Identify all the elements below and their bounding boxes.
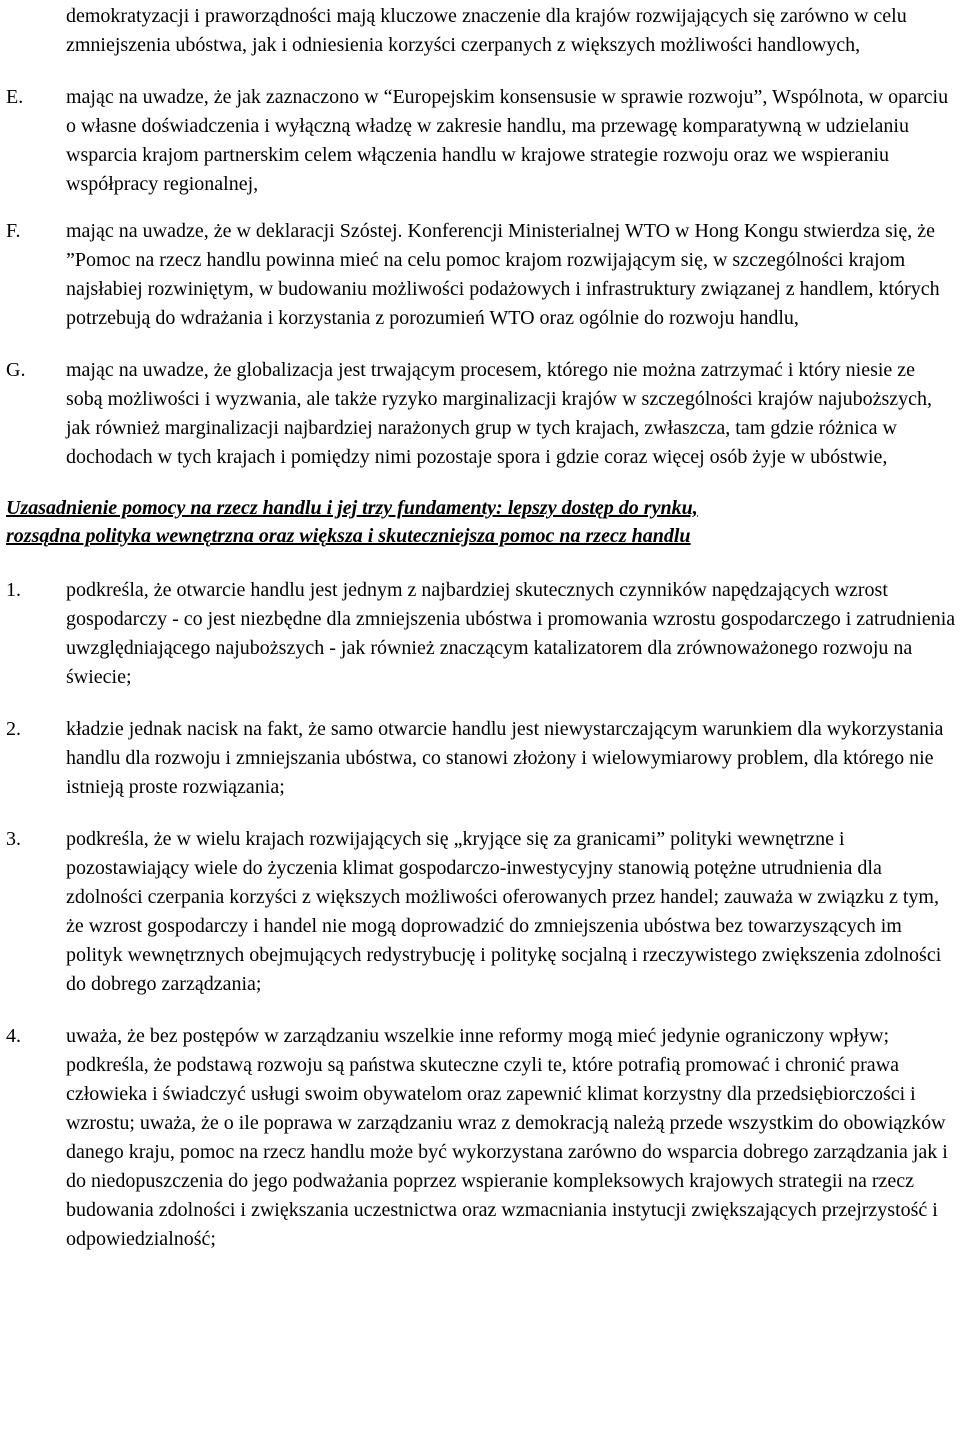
paragraph-number: 3. [6, 828, 21, 850]
paragraph-text: podkreśla, że w wielu krajach rozwijających się „kryjące się za granicami” polityki wewnętrzne i pozostawiający wiele do życzenia klimat gospodarczo-inwestycyjny stanowią potężne utrudnienia dla zdolności czerpania korzyści z większych możliwości oferowanych przez handel; zauważa w związku z tym, że wzrost gospodarczy i handel nie mogą doprowadzić do zmniejszenia ubóstwa bez towarzyszących im polityk wewnętrznych obejmujących redystrybucję i politykę socjalną i rzeczywistego zwiększenia zdolności do dobrego zarządzania; [66, 828, 942, 995]
paragraph-3 [0, 825, 960, 999]
document-page [0, 2, 960, 1254]
paragraph-text: kładzie jednak nacisk na fakt, że samo otwarcie handlu jest niewystarczającym warunkiem dla wykorzystania handlu dla rozwoju i zmniejszania ubóstwa, co stanowi złożony i wielowymiarowy problem, dla którego nie istnieją proste rozwiązania; [66, 718, 944, 798]
section-heading [0, 494, 960, 550]
recital-g [0, 356, 960, 472]
recital-continuation [0, 2, 960, 60]
paragraph-4 [0, 1022, 960, 1254]
recital-marker: F. [6, 220, 21, 242]
paragraph-number: 1. [6, 579, 21, 601]
recital-marker: G. [6, 359, 26, 381]
recital-marker: E. [6, 86, 24, 108]
paragraph-1 [0, 576, 960, 692]
paragraph-text: podkreśla, że otwarcie handlu jest jednym z najbardziej skutecznych czynników napędzających wzrost gospodarczy - co jest niezbędne dla zmniejszenia ubóstwa i promowania wzrostu gospodarczego i zatrudnienia uwzględniającego najuboższych - jak również znaczącym katalizatorem dla zrównoważonego rozwoju na świecie; [66, 579, 956, 688]
recital-f [0, 217, 960, 333]
recital-text: mając na uwadze, że jak zaznaczono w “Europejskim konsensusie w sprawie rozwoju”, Wspólnota, w oparciu o własne doświadczenia i wyłączną władzę w zakresie handlu, ma przewagę komparatywną w udzielaniu wsparcia krajom partnerskim celem włączenia handlu w krajowe strategie rozwoju oraz we wspieraniu współpracy regionalnej, [66, 86, 949, 195]
recital-text: mając na uwadze, że w deklaracji Szóstej. Konferencji Ministerialnej WTO w Hong Kongu stwierdza się, że ”Pomoc na rzecz handlu powinna mieć na celu pomoc krajom rozwijającym się, w szczególności krajom najsłabiej rozwiniętym, w budowaniu możliwości podażowych i infrastruktury związanej z handlem, których potrzebują do wdrażania i korzystania z porozumień WTO oraz ogólnie do rozwoju handlu, [66, 220, 940, 329]
paragraph-number: 4. [6, 1025, 21, 1047]
paragraph-2 [0, 715, 960, 802]
section-heading-line-2-text: rozsądna polityka wewnętrzna oraz większa i skuteczniejsza pomoc na rzecz handlu [6, 525, 691, 547]
recital-e [0, 83, 960, 199]
paragraph-text: uważa, że bez postępów w zarządzaniu wszelkie inne reformy mogą mieć jedynie ograniczony wpływ; podkreśla, że podstawą rozwoju są państwa skuteczne czyli te, które potrafią promować i chronić prawa człowieka i świadczyć usługi swoim obywatelom oraz zapewnić klimat korzystny dla przedsiębiorczości i wzrostu; uważa, że o ile poprawa w zarządzaniu wraz z demokracją należą przede wszystkim do obowiązków danego kraju, pomoc na rzecz handlu może być wykorzystana zarówno do wsparcia dobrego zarządzania jak i do niedopuszczenia do jego podważania poprzez wspieranie kompleksowych krajowych strategii na rzecz budowania zdolności i zwiększania uczestnictwa oraz wzmacniania instytucji zwiększających przejrzystość i odpowiedzialność; [66, 1025, 948, 1250]
paragraph-number: 2. [6, 718, 21, 740]
section-heading-line-1: Uzasadnienie pomocy na rzecz handlu i jej trzy fundamenty: lepszy dostęp do rynku, [6, 497, 698, 519]
section-heading-line-2 [6, 522, 960, 550]
recital-text: mając na uwadze, że globalizacja jest trwającym procesem, którego nie można zatrzymać i który niesie ze sobą możliwości i wyzwania, ale także ryzyko marginalizacji krajów w szczególności krajów najuboższych, jak również marginalizacji najbardziej narażonych grup w tych krajach, zwłaszcza, tam gdzie różnica w dochodach w tych krajach i pomiędzy nimi pozostaje spora i gdzie coraz więcej osób żyje w ubóstwie, [66, 359, 932, 468]
recital-text: demokratyzacji i praworządności mają kluczowe znaczenie dla krajów rozwijających się zarówno w celu zmniejszenia ubóstwa, jak i odniesienia korzyści czerpanych z większych możliwości handlowych, [66, 5, 907, 56]
